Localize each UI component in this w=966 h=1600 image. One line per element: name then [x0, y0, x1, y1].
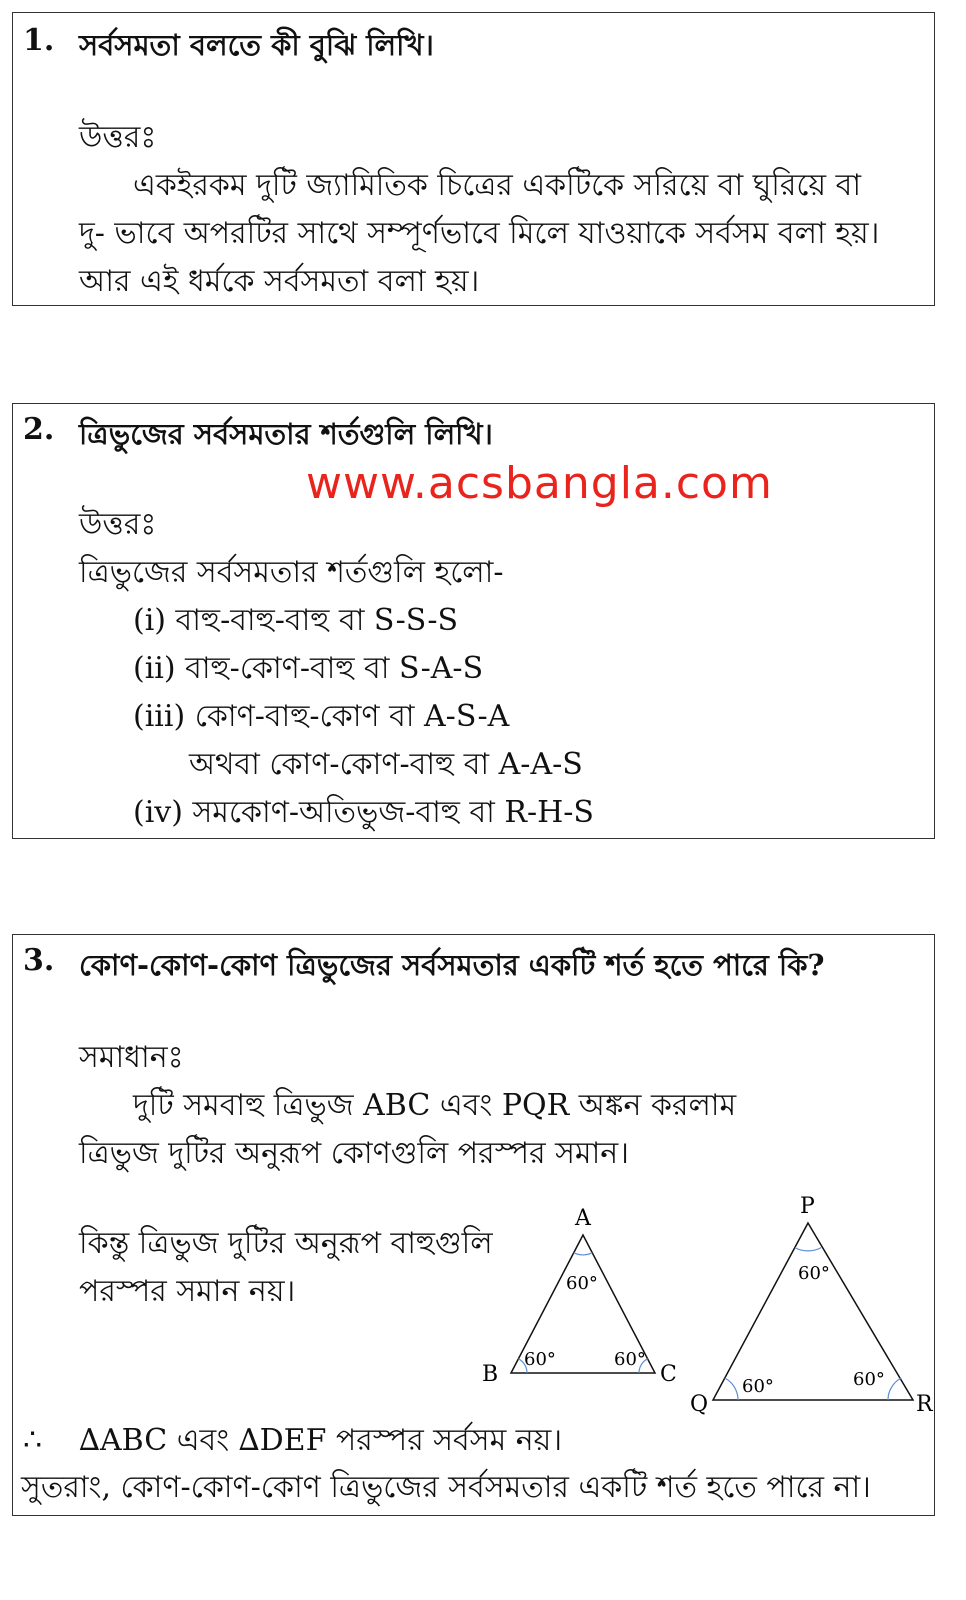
question-number: 1. [23, 23, 55, 58]
conclusion-text: সুতরাং, কোণ-কোণ-কোণ ত্রিভুজের সর্বসমতার একটি শর্ত হতে পারে না। [21, 1470, 871, 1505]
vertex-label-b: B [482, 1362, 499, 1387]
question-number: 2. [23, 412, 55, 447]
answer-line: আর এই ধর্মকে সর্বসমতা বলা হয়। [79, 264, 480, 299]
question-title: ত্রিভুজের সর্বসমতার শর্তগুলি লিখি। [79, 417, 493, 451]
question-number: 3. [23, 943, 55, 978]
therefore-symbol: ∴ [23, 1423, 43, 1458]
vertex-label-q: Q [690, 1392, 709, 1417]
solution-line: পরস্পর সমান নয়। [79, 1274, 296, 1309]
question-3-box [12, 934, 935, 1516]
condition-item: (ii) বাহু-কোণ-বাহু বা S-A-S [133, 651, 484, 686]
therefore-text: ∆ABC এবং ∆DEF পরস্পর সর্বসম নয়। [79, 1423, 563, 1458]
watermark: www.acsbangla.com [306, 458, 773, 509]
angle-label-p: 60° [798, 1263, 830, 1284]
angle-arc-a [574, 1253, 592, 1255]
angle-arc-q [725, 1378, 738, 1400]
answer-line: দু- ভাবে অপরটির সাথে সম্পূর্ণভাবে মিলে যাওয়াকে সর্বসম বলা হয়। [79, 216, 880, 251]
condition-item: (iv) সমকোণ-অতিভুজ-বাহু বা R-H-S [133, 795, 594, 830]
solution-line: দুটি সমবাহু ত্রিভুজ ABC এবং PQR অঙ্কন করলাম [133, 1088, 737, 1123]
answer-intro: ত্রিভুজের সর্বসমতার শর্তগুলি হলো- [79, 555, 504, 590]
question-title: সর্বসমতা বলতে কী বুঝি লিখি। [79, 28, 434, 62]
triangles-figure [468, 1194, 933, 1425]
solution-label: সমাধানঃ [79, 1040, 184, 1075]
solution-line: ত্রিভুজ দুটির অনুরূপ কোণগুলি পরস্পর সমান। [79, 1136, 629, 1171]
vertex-label-c: C [660, 1362, 677, 1387]
angle-arc-r [888, 1378, 901, 1400]
condition-item: অথবা কোণ-কোণ-বাহু বা A-A-S [189, 747, 583, 782]
angle-label-q: 60° [742, 1376, 774, 1397]
condition-item: (iii) কোণ-বাহু-কোণ বা A-S-A [133, 699, 510, 734]
vertex-label-a: A [575, 1206, 591, 1231]
angle-arc-p [795, 1248, 821, 1251]
angle-label-b: 60° [524, 1349, 556, 1370]
condition-item: (i) বাহু-বাহু-বাহু বা S-S-S [133, 603, 459, 638]
vertex-label-r: R [916, 1392, 933, 1417]
angle-label-c: 60° [614, 1349, 646, 1370]
question-title: কোণ-কোণ-কোণ ত্রিভুজের সর্বসমতার একটি শর্ত হতে পারে কি? [79, 948, 825, 982]
angle-label-r: 60° [853, 1369, 885, 1390]
answer-label: উত্তরঃ [79, 507, 157, 542]
answer-label: উত্তরঃ [79, 120, 157, 155]
answer-line: একইরকম দুটি জ্যামিতিক চিত্রের একটিকে সরিয়ে বা ঘুরিয়ে বা [133, 168, 862, 203]
solution-line: কিন্তু ত্রিভুজ দুটির অনুরূপ বাহুগুলি [79, 1226, 493, 1261]
vertex-label-p: P [800, 1194, 815, 1219]
angle-label-a: 60° [566, 1273, 598, 1294]
question-1-box [12, 12, 935, 306]
